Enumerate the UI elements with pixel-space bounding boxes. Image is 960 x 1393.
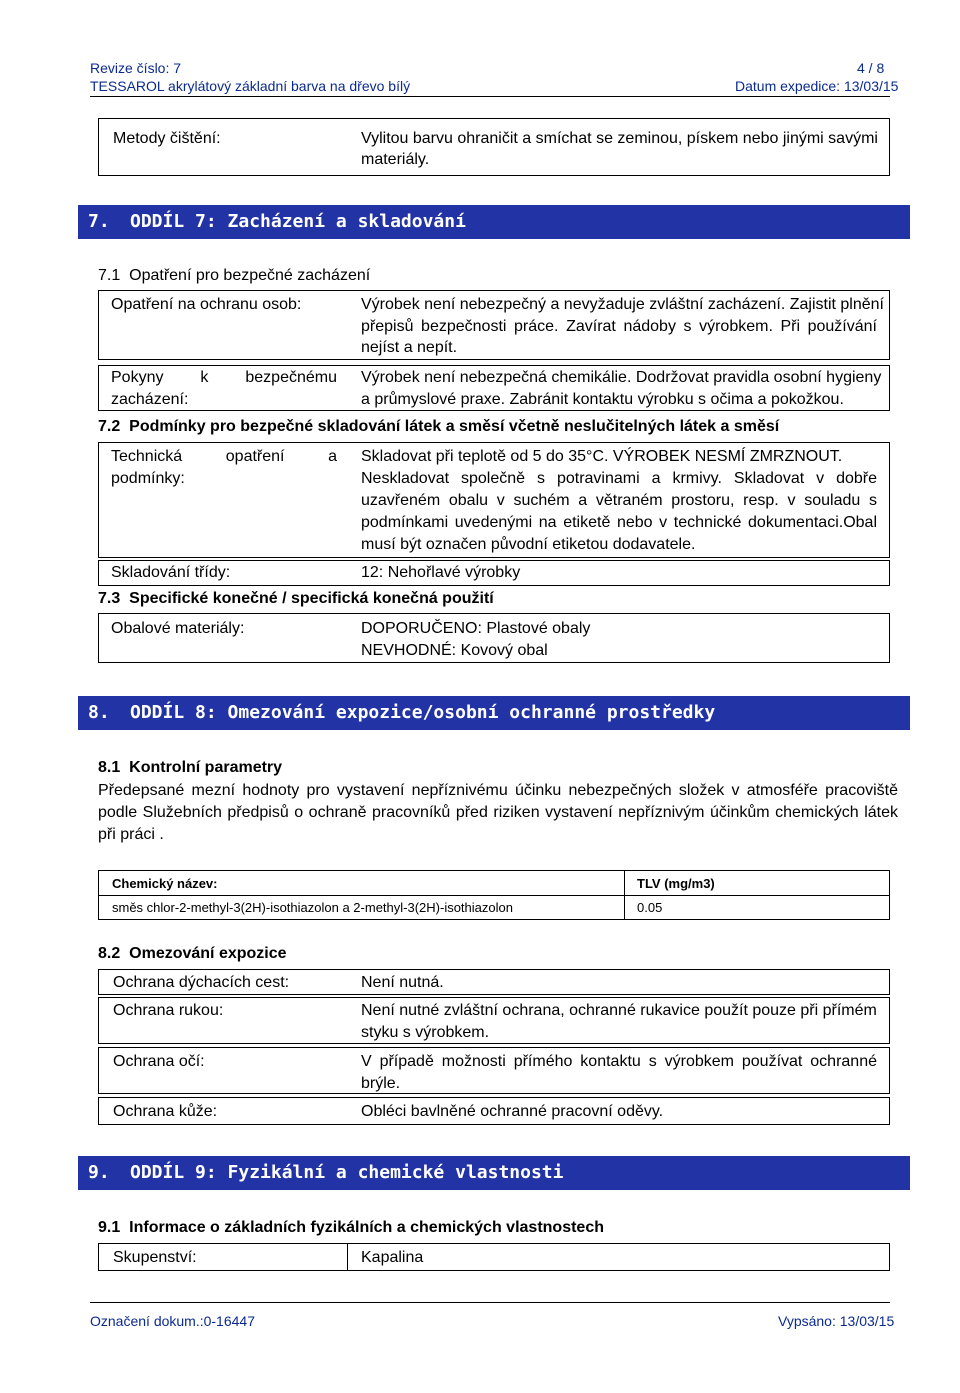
packaging-unsuitable: NEVHODNÉ: Kovový obal bbox=[361, 642, 548, 659]
subsection-8-1-title: Kontrolní parametry bbox=[129, 759, 283, 776]
eye-protection-box bbox=[98, 1047, 890, 1094]
physical-state-table bbox=[98, 1243, 890, 1271]
issue-date: Datum expedice: 13/03/15 bbox=[735, 78, 899, 94]
hand-protection-line2: styku s výrobkem. bbox=[361, 1024, 490, 1041]
packaging-label: Obalové materiály: bbox=[111, 620, 245, 637]
revision-number: Revize číslo: 7 bbox=[90, 60, 182, 76]
tlv-header-value: TLV (mg/m3) bbox=[637, 876, 715, 891]
subsection-7-2-heading bbox=[98, 418, 779, 436]
hand-protection-label: Ochrana rukou: bbox=[113, 1002, 224, 1019]
technical-measures-line3: uzavřeném obalu v suchém a větraném prostoru, resp. v souladu s bbox=[361, 492, 877, 509]
section-9-header bbox=[78, 1156, 910, 1190]
respiratory-protection-value: Není nutná. bbox=[361, 974, 444, 991]
page-number: 4 / 8 bbox=[857, 60, 885, 76]
physical-state-value: Kapalina bbox=[361, 1249, 424, 1266]
tlv-table-row-divider bbox=[99, 895, 889, 896]
section-7-header bbox=[78, 205, 910, 239]
subsection-8-1-number: 8.1 bbox=[98, 759, 121, 776]
technical-measures-line2: Neskladovat společně s potravinami a krmivy. Skladovat v dobře bbox=[361, 470, 877, 487]
subsection-7-2-number: 7.2 bbox=[98, 418, 121, 435]
header-rule bbox=[90, 96, 890, 97]
subsection-8-2-title: Omezování expozice bbox=[129, 945, 287, 962]
personal-protection-line1: Výrobek není nebezpečný a nevyžaduje zvláštní zacházení. Zajistit plnění bbox=[361, 296, 884, 313]
document-id: Označení dokum.:0-16447 bbox=[90, 1313, 255, 1329]
hand-protection-box bbox=[98, 997, 890, 1044]
section-7-title: ODDÍL 7: Zacházení a skladování bbox=[130, 211, 466, 232]
subsection-8-2-heading bbox=[98, 945, 287, 963]
section-9-number: 9. bbox=[88, 1162, 110, 1183]
safe-handling-label-line2: zacházení: bbox=[111, 391, 189, 408]
subsection-7-3-title: Specifické konečné / specifická konečná použití bbox=[129, 590, 494, 607]
technical-measures-line5: musí být označen původní etiketou dodavatele. bbox=[361, 536, 696, 553]
personal-protection-box bbox=[98, 290, 890, 360]
safe-handling-line2: a průmyslové praxe. Zabránit kontaktu výrobku s očima a pokožkou. bbox=[361, 391, 844, 408]
respiratory-protection-box bbox=[98, 969, 890, 995]
technical-measures-box bbox=[98, 442, 890, 558]
limits-paragraph-line2: podle Služebních předpisů o ochraně pracovníků před riziken vystavení nepříznivým účinkům chemických látek bbox=[98, 804, 898, 821]
limits-paragraph-line1: Předepsané mezní hodnoty pro vystavení nepříznivému účinku nebezpečných složek v atmosféře pracoviště bbox=[98, 782, 898, 799]
storage-class-label: Skladování třídy: bbox=[111, 564, 231, 581]
skin-protection-box bbox=[98, 1097, 890, 1125]
cleaning-text-line1: Vylitou barvu ohraničit a smíchat se zeminou, pískem nebo jinými savými bbox=[361, 130, 878, 147]
subsection-8-1-heading bbox=[98, 759, 282, 777]
section-8-header bbox=[78, 696, 910, 730]
storage-class-value: 12: Nehořlavé výrobky bbox=[361, 564, 521, 581]
subsection-9-1-heading bbox=[98, 1219, 604, 1237]
personal-protection-line3: nejíst a nepít. bbox=[361, 339, 458, 356]
physical-state-label: Skupenství: bbox=[113, 1249, 197, 1266]
subsection-7-1-number: 7.1 bbox=[98, 267, 121, 284]
hand-protection-line1: Není nutné zvláštní ochrana, ochranné rukavice použít pouze při přímém bbox=[361, 1002, 877, 1019]
subsection-7-1-heading bbox=[98, 267, 370, 285]
eye-protection-line2: brýle. bbox=[361, 1075, 401, 1092]
eye-protection-label: Ochrana očí: bbox=[113, 1053, 205, 1070]
product-name: TESSAROL akrylátový základní barva na dřevo bílý bbox=[90, 78, 411, 94]
tlv-row-name: směs chlor-2-methyl-3(2H)-isothiazolon a 2-methyl-3(2H)-isothiazolon bbox=[112, 900, 513, 915]
subsection-7-3-number: 7.3 bbox=[98, 590, 121, 607]
technical-measures-label-line2: podmínky: bbox=[111, 470, 185, 487]
subsection-7-3-heading bbox=[98, 590, 494, 608]
limits-paragraph-line3: při práci . bbox=[98, 826, 164, 843]
technical-measures-line4: podmínkami uvedenými na etiketě nebo v technické dokumentaci.Obal bbox=[361, 514, 877, 531]
safe-handling-label-line1: Pokyny k bezpečnému bbox=[111, 369, 337, 386]
footer-rule bbox=[90, 1302, 890, 1303]
personal-protection-label: Opatření na ochranu osob: bbox=[111, 296, 302, 313]
tlv-table-col-divider bbox=[624, 871, 625, 919]
technical-measures-line1: Skladovat při teplotě od 5 do 35°C. VÝROBEK NESMÍ ZMRZNOUT. bbox=[361, 448, 843, 465]
eye-protection-line1: V případě možnosti přímého kontaktu s výrobkem používat ochranné bbox=[361, 1053, 877, 1070]
skin-protection-label: Ochrana kůže: bbox=[113, 1103, 218, 1120]
subsection-7-2-title: Podmínky pro bezpečné skladování látek a směsí včetně neslučitelných látek a směsí bbox=[129, 418, 780, 435]
tlv-row-value: 0.05 bbox=[637, 900, 663, 915]
section-8-number: 8. bbox=[88, 702, 110, 723]
respiratory-protection-label: Ochrana dýchacích cest: bbox=[113, 974, 290, 991]
personal-protection-line2: přepisů bezpečnosti práce. Zavírat nádoby s výrobkem. Při používání bbox=[361, 318, 877, 335]
cleaning-text-line2: materiály. bbox=[361, 151, 430, 168]
storage-class-box bbox=[98, 560, 890, 586]
physical-state-col-divider bbox=[347, 1244, 348, 1270]
tlv-table bbox=[98, 870, 890, 920]
section-7-number: 7. bbox=[88, 211, 110, 232]
cleaning-label: Metody čištění: bbox=[113, 130, 221, 147]
issued-date: Vypsáno: 13/03/15 bbox=[778, 1313, 895, 1329]
safe-handling-box bbox=[98, 365, 890, 411]
tlv-header-name: Chemický název: bbox=[112, 876, 218, 891]
packaging-recommended: DOPORUČENO: Plastové obaly bbox=[361, 620, 591, 637]
section-8-title: ODDÍL 8: Omezování expozice/osobní ochranné prostředky bbox=[130, 702, 716, 723]
safe-handling-line1: Výrobek není nebezpečná chemikálie. Dodržovat pravidla osobní hygieny bbox=[361, 369, 882, 386]
subsection-7-1-title: Opatření pro bezpečné zacházení bbox=[129, 267, 371, 284]
skin-protection-value: Obléci bavlněné ochranné pracovní oděvy. bbox=[361, 1103, 664, 1120]
technical-measures-label-line1: Technická opatření a bbox=[111, 448, 337, 465]
packaging-materials-box bbox=[98, 613, 890, 663]
subsection-8-2-number: 8.2 bbox=[98, 945, 121, 962]
section-9-title: ODDÍL 9: Fyzikální a chemické vlastnosti bbox=[130, 1162, 564, 1183]
subsection-9-1-number: 9.1 bbox=[98, 1219, 121, 1236]
cleaning-methods-box bbox=[98, 118, 890, 176]
subsection-9-1-title: Informace o základních fyzikálních a chemických vlastnostech bbox=[129, 1219, 604, 1236]
